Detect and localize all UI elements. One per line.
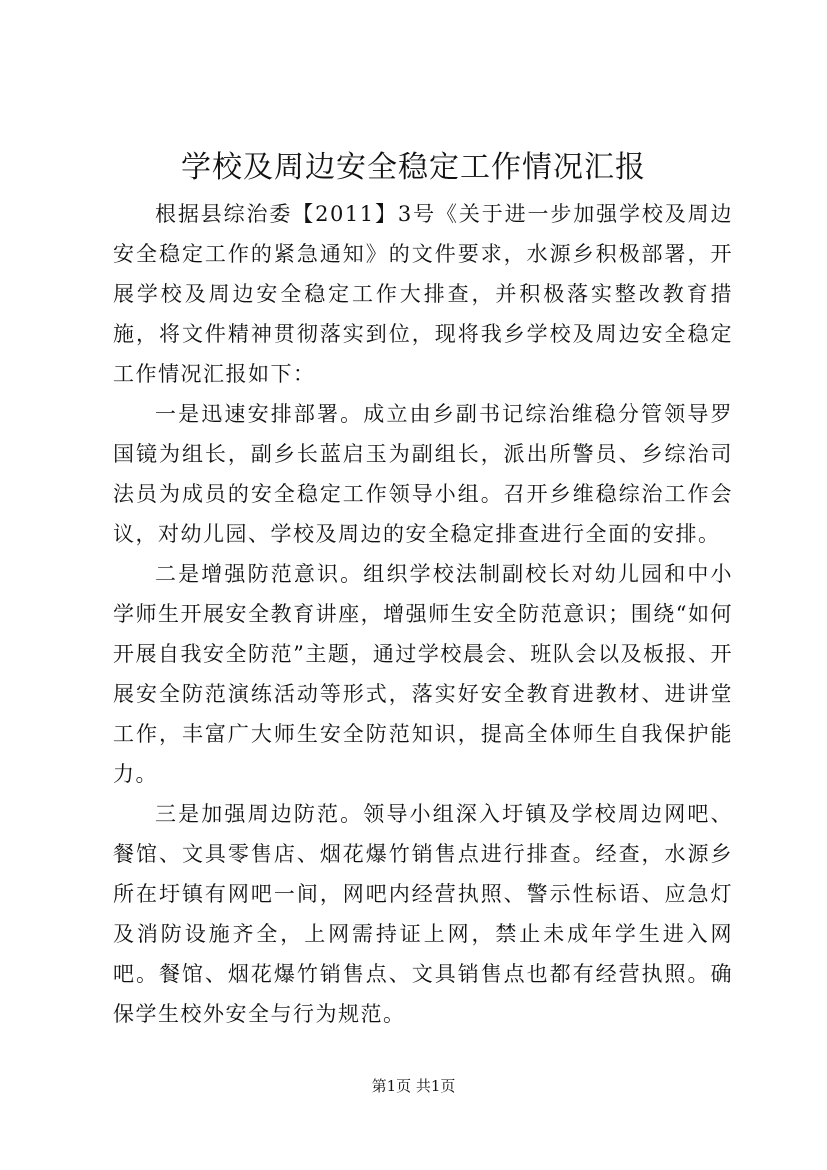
paragraph-intro: 根据县综治委【2011】3号《关于进一步加强学校及周边安全稳定工作的紧急通知》的文件要求，水源乡积极部署，开展学校及周边安全稳定工作大排查，并积极落实整改教育措施，将文件精神贯彻落实到位，现将我乡学校及周边安全稳定工作情况汇报如下： [113, 202, 733, 386]
paragraph-deployment: 一是迅速安排部署。成立由乡副书记综治维稳分管领导罗国镜为组长，副乡长蓝启玉为副组长，派出所警员、乡综治司法员为成员的安全稳定工作领导小组。召开乡维稳综治工作会议，对幼儿园、学校及周边的安全稳定排查进行全面的安排。 [113, 402, 733, 546]
document-body [113, 194, 733, 1034]
page-footer: 第1页 共1页 [371, 1077, 456, 1095]
document-title: 学校及周边安全稳定工作情况汇报 [181, 150, 646, 185]
paragraph-awareness: 二是增强防范意识。组织学校法制副校长对幼儿园和中小学师生开展安全教育讲座，增强师生安全防范意识；围绕“如何开展自我安全防范”主题，通过学校晨会、班队会以及板报、开展安全防范演练活动等形式，落实好安全教育进教材、进讲堂工作，丰富广大师生安全防范知识，提高全体师生自我保护能力。 [113, 562, 733, 786]
paragraph-surroundings: 三是加强周边防范。领导小组深入圩镇及学校周边网吧、餐馆、文具零售店、烟花爆竹销售点进行排查。经查，水源乡所在圩镇有网吧一间，网吧内经营执照、警示性标语、应急灯及消防设施齐全，上网需持证上网，禁止未成年学生进入网吧。餐馆、烟花爆竹销售点、文具销售点也都有经营执照。确保学生校外安全与行为规范。 [113, 802, 733, 1026]
